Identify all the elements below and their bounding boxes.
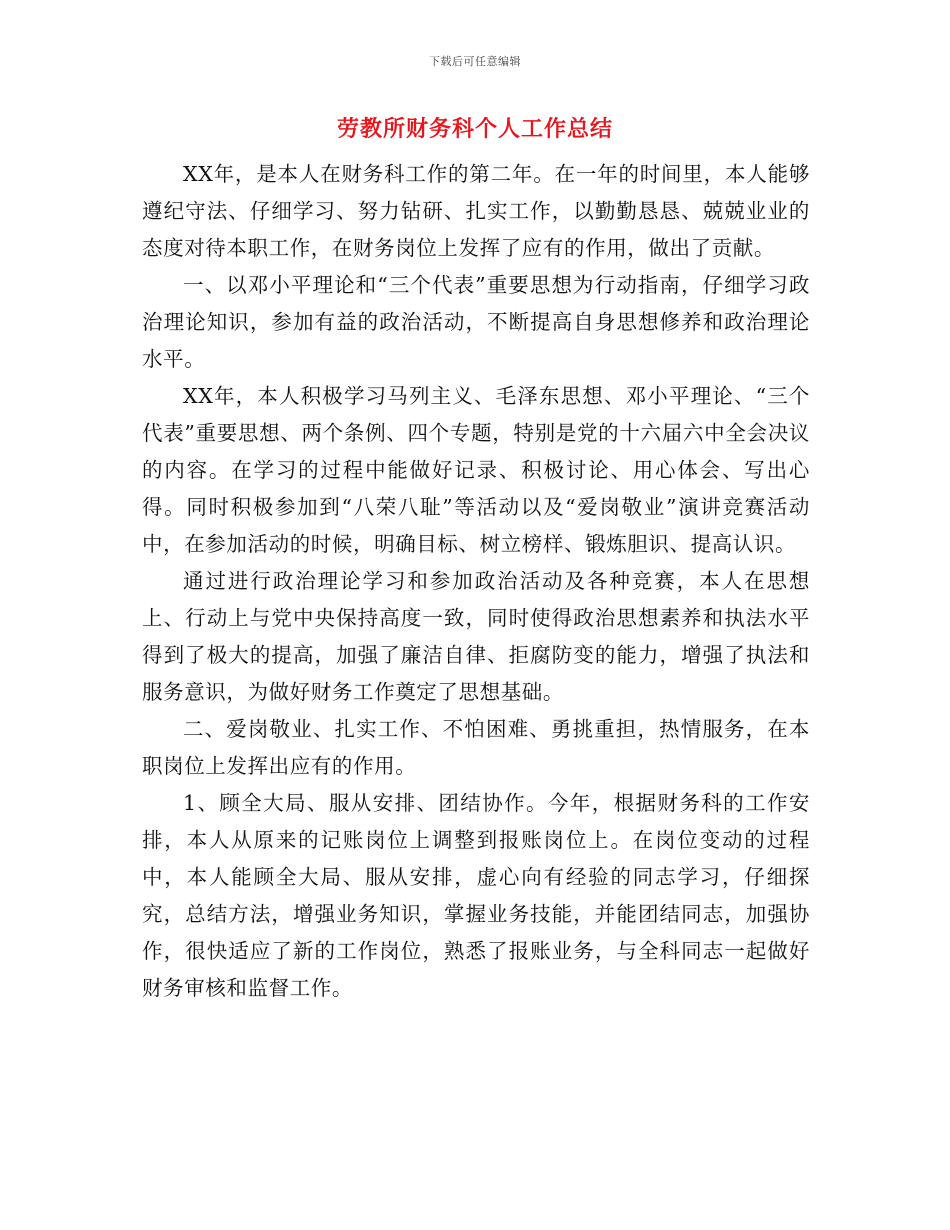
paragraph: 通过进行政治理论学习和参加政治活动及各种竞赛，本人在思想上、行动上与党中央保持高度一致，同时使得政治思想素养和执法水平得到了极大的提高，加强了廉洁自律、拒腐防变的能力，增强了执法和服务意识，为做好财务工作奠定了思想基础。 xyxy=(142,569,810,704)
paragraph: XX年，本人积极学习马列主义、毛泽东思想、邓小平理论、“三个代表”重要思想、两个条例、四个专题，特别是党的十六届六中全会决议的内容。在学习的过程中能做好记录、积极讨论、用心体会、写出心得。同时积极参加到“八荣八耻”等活动以及“爱岗敬业”演讲竞赛活动中，在参加活动的时候，明确目标、树立榜样、锻炼胆识、提高认识。 xyxy=(142,384,810,556)
document-body xyxy=(142,156,810,1007)
paragraph: 一、以邓小平理论和“三个代表”重要思想为行动指南，仔细学习政治理论知识，参加有益的政治活动，不断提高自身思想修养和政治理论水平。 xyxy=(142,273,810,371)
document-title: 劳教所财务科个人工作总结 xyxy=(336,116,613,142)
paragraph: XX年，是本人在财务科工作的第二年。在一年的时间里，本人能够遵纪守法、仔细学习、努力钻研、扎实工作，以勤勤恳恳、兢兢业业的态度对待本职工作，在财务岗位上发挥了应有的作用，做出了贡献。 xyxy=(142,162,810,260)
paragraph: 1、顾全大局、服从安排、团结协作。今年，根据财务科的工作安排，本人从原来的记账岗位上调整到报账岗位上。在岗位变动的过程中，本人能顾全大局、服从安排，虚心向有经验的同志学习，仔细探究，总结方法，增强业务知识，掌握业务技能，并能团结同志，加强协作，很快适应了新的工作岗位，熟悉了报账业务，与全科同志一起做好财务审核和监督工作。 xyxy=(142,791,810,1000)
header-note: 下载后可任意编辑 xyxy=(429,55,521,68)
paragraph: 二、爱岗敬业、扎实工作、不怕困难、勇挑重担，热情服务，在本职岗位上发挥出应有的作用。 xyxy=(142,717,810,778)
